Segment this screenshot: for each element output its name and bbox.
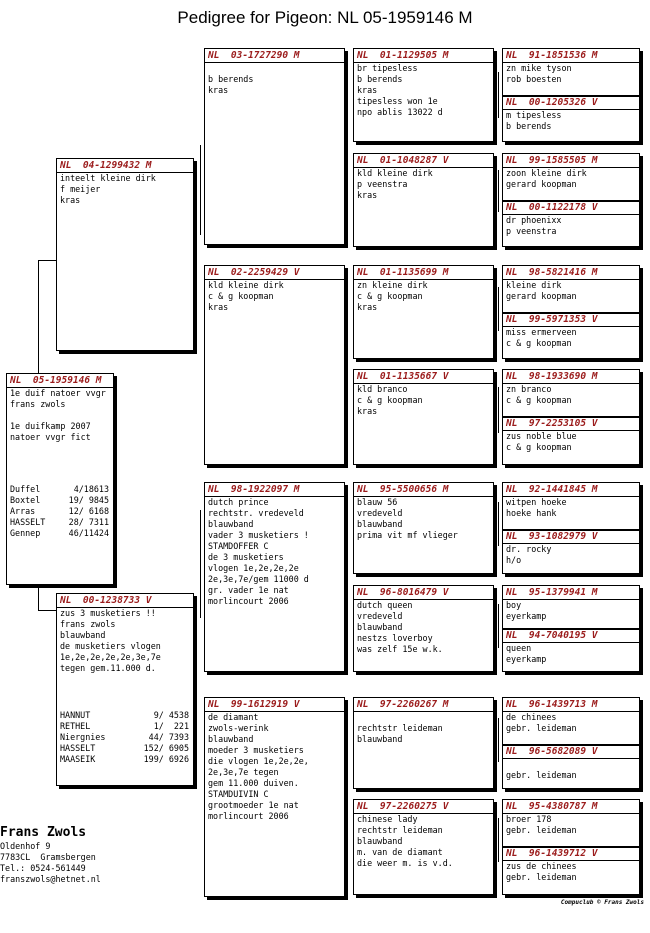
info-line: zn kleine dirk	[357, 280, 428, 290]
ring-number: NL 95-5500656 M	[354, 483, 493, 497]
info-line: zus de chinees	[506, 861, 577, 871]
info-line: de musketiers vlogen	[60, 641, 161, 651]
ring-number: NL 00-1205326 V	[503, 96, 639, 110]
info-line: kras	[357, 85, 378, 95]
race-row: HASSELT 152/ 6905	[60, 743, 189, 753]
grandparent-card[interactable]	[204, 697, 345, 897]
info-line: zn mike tyson	[506, 63, 572, 73]
info-line: gerard koopman	[506, 291, 577, 301]
ring-number: NL 91-1851536 M	[503, 49, 639, 63]
info-line: blauwband	[357, 836, 403, 846]
info-line: b berends	[357, 74, 403, 84]
info-line: kras	[208, 85, 229, 95]
info-line: gr. vader 1e nat	[208, 585, 289, 595]
ring-number: NL 98-1933690 M	[503, 370, 639, 384]
info-line: gebr. leideman	[506, 825, 577, 835]
ring-number: NL 05-1959146 M	[7, 374, 113, 388]
pair-divider	[503, 312, 639, 314]
ring-number: NL 99-5971353 V	[503, 313, 639, 327]
race-row: HASSELT 28/ 7311	[10, 517, 109, 527]
info-line: blauw 56	[357, 497, 398, 507]
breeder-name: Frans Zwols	[0, 825, 87, 840]
info-line: b berends	[208, 74, 254, 84]
breeder-address: Oldenhof 9	[0, 841, 51, 851]
ring-number: NL 01-1048287 V	[354, 154, 493, 168]
info-line: gebr. leideman	[506, 723, 577, 733]
info-line: queen	[506, 643, 532, 653]
info-line: dutch queen	[357, 600, 413, 610]
info-line: rob boesten	[506, 74, 562, 84]
info-line: kras	[357, 190, 378, 200]
pair-divider	[503, 200, 639, 202]
ring-number: NL 95-1379941 M	[503, 586, 639, 600]
info-line: boy	[506, 600, 522, 610]
race-row: Boxtel 19/ 9845	[10, 495, 109, 505]
info-line: c & g koopman	[506, 395, 572, 405]
info-line: gem 11.000 duiven.	[208, 778, 299, 788]
gen4-pair-card[interactable]	[502, 697, 640, 789]
ring-number: NL 02-2259429 V	[205, 266, 344, 280]
gen4-pair-card[interactable]	[502, 265, 640, 359]
gen4-pair-card[interactable]	[502, 48, 640, 142]
info-line: gebr. leideman	[506, 770, 577, 780]
pair-divider	[503, 846, 639, 848]
info-line: kld kleine dirk	[357, 168, 433, 178]
ring-number: NL 96-8016479 V	[354, 586, 493, 600]
ring-number: NL 96-1439713 M	[503, 698, 639, 712]
ring-number: NL 00-1122178 V	[503, 201, 639, 215]
grandparent-card[interactable]	[204, 48, 345, 245]
info-line: zus noble blue	[506, 431, 577, 441]
info-line: 2e,3e,7e tegen	[208, 767, 279, 777]
info-line: vader 3 musketiers !	[208, 530, 309, 540]
info-line: kld branco	[357, 384, 408, 394]
info-line: blauwband	[357, 734, 403, 744]
info-line: c & g koopman	[357, 395, 423, 405]
page-title: Pedigree for Pigeon: NL 05-1959146 M	[177, 8, 473, 27]
info-line: grootmoeder 1e nat	[208, 800, 299, 810]
race-row: Duffel 4/18613	[10, 484, 109, 494]
info-line: broer 178	[506, 814, 552, 824]
info-line: vredeveld	[357, 508, 403, 518]
info-line: prima vit mf vlieger	[357, 530, 458, 540]
ring-number: NL 01-1135699 M	[354, 266, 493, 280]
info-line: de chinees	[506, 712, 557, 722]
ring-number: NL 98-1922097 M	[205, 483, 344, 497]
race-row: Arras 12/ 6168	[10, 506, 109, 516]
ring-number: NL 93-1082979 V	[503, 530, 639, 544]
info-line: kleine dirk	[506, 280, 562, 290]
info-line: vlogen 1e,2e,2e,2e	[208, 563, 299, 573]
ring-number: NL 97-2260275 V	[354, 800, 493, 814]
ring-number: NL 99-1585505 M	[503, 154, 639, 168]
info-line: vredeveld	[357, 611, 403, 621]
ring-number: NL 92-1441845 M	[503, 483, 639, 497]
ring-number: NL 96-1439712 V	[503, 847, 639, 861]
info-line: zn branco	[506, 384, 552, 394]
breeder-city: 7783CL Gramsbergen	[0, 852, 96, 862]
info-line: m tipesless	[506, 110, 562, 120]
pair-divider	[503, 744, 639, 746]
info-line: p veenstra	[506, 226, 557, 236]
race-results	[57, 710, 193, 765]
info-line	[205, 63, 344, 74]
info-line: b berends	[506, 121, 552, 131]
info-line: dutch prince	[208, 497, 269, 507]
info-line: p veenstra	[357, 179, 408, 189]
great-grandparent-card[interactable]	[353, 799, 494, 895]
info-line: natoer vvgr fict	[10, 432, 91, 442]
info-line: dr phoenixx	[506, 215, 562, 225]
race-row: HANNUT 9/ 4538	[60, 710, 189, 720]
ring-number: NL 99-1612919 V	[205, 698, 344, 712]
info-line: eyerkamp	[506, 611, 547, 621]
race-row: MAASEIK 199/ 6926	[60, 754, 189, 764]
info-line: c & g koopman	[506, 442, 572, 452]
info-line: blauwband	[357, 519, 403, 529]
subject-pigeon-card[interactable]	[6, 373, 114, 585]
ring-number: NL 97-2253105 V	[503, 417, 639, 431]
info-line: 2e,3e,7e/gem 11000 d	[208, 574, 309, 584]
footer-credit: Compuclub © Frans Zwols	[560, 899, 644, 906]
ring-number: NL 03-1727290 M	[205, 49, 344, 63]
info-line: frans zwols	[60, 619, 116, 629]
info-line: hoeke hank	[506, 508, 557, 518]
info-line	[354, 712, 493, 723]
info-line: br tipesless	[357, 63, 418, 73]
great-grandparent-card[interactable]	[353, 697, 494, 789]
great-grandparent-card[interactable]	[353, 585, 494, 672]
info-line: moeder 3 musketiers	[208, 745, 304, 755]
info-line: nestzs loverboy	[357, 633, 433, 643]
info-line: eyerkamp	[506, 654, 547, 664]
pair-divider	[503, 416, 639, 418]
info-line: de 3 musketiers	[208, 552, 284, 562]
ring-number: NL 01-1135667 V	[354, 370, 493, 384]
info-line: 1e duif natoer vvgr	[10, 388, 106, 398]
info-line: kras	[60, 195, 81, 205]
gen4-pair-card[interactable]	[502, 482, 640, 574]
breeder-email[interactable]: franszwols@hetnet.nl	[0, 874, 101, 884]
info-line: kras	[357, 406, 378, 416]
info-line: c & g koopman	[208, 291, 274, 301]
pair-divider	[503, 95, 639, 97]
info-line: chinese lady	[357, 814, 418, 824]
info-line: STAMDOFFER C	[208, 541, 269, 551]
info-line: die weer m. is v.d.	[357, 858, 453, 868]
info-line: rechtstr. vredeveld	[208, 508, 304, 518]
great-grandparent-card[interactable]	[353, 369, 494, 465]
gen4-pair-card[interactable]	[502, 585, 640, 672]
info-line: c & g koopman	[357, 291, 423, 301]
ring-number: NL 98-5821416 M	[503, 266, 639, 280]
info-line: de diamant	[208, 712, 259, 722]
info-line: kld kleine dirk	[208, 280, 284, 290]
info-line: zwols-werink	[208, 723, 269, 733]
gen4-pair-card[interactable]	[502, 153, 640, 247]
info-line: tipesless won 1e	[357, 96, 438, 106]
race-results	[7, 484, 113, 539]
info-line: m. van de diamant	[357, 847, 443, 857]
ring-number: NL 95-4380787 M	[503, 800, 639, 814]
info-line: zoon kleine dirk	[506, 168, 587, 178]
ring-number: NL 96-5682089 V	[503, 745, 639, 759]
info-line: h/o	[506, 555, 522, 565]
race-row: RETHEL 1/ 221	[60, 721, 189, 731]
info-line: blauwband	[208, 734, 254, 744]
info-line: morlincourt 2006	[208, 811, 289, 821]
ring-number: NL 94-7040195 V	[503, 629, 639, 643]
info-line: gerard koopman	[506, 179, 577, 189]
info-line: inteelt kleine dirk	[60, 173, 156, 183]
race-row: Niergnies 44/ 7393	[60, 732, 189, 742]
ring-number: NL 00-1238733 V	[57, 594, 193, 608]
gen4-pair-card[interactable]	[502, 369, 640, 465]
info-line: witpen hoeke	[506, 497, 567, 507]
info-line: STAMDUIVIN C	[208, 789, 269, 799]
info-line: morlincourt 2006	[208, 596, 289, 606]
info-line	[503, 759, 639, 770]
ring-number: NL 97-2260267 M	[354, 698, 493, 712]
info-line: miss ermerveen	[506, 327, 577, 337]
info-line: zus 3 musketiers !!	[60, 608, 156, 618]
great-grandparent-card[interactable]	[353, 265, 494, 359]
info-line	[7, 410, 113, 421]
info-line: was zelf 15e w.k.	[357, 644, 443, 654]
info-line: 1e,2e,2e,2e,2e,3e,7e	[60, 652, 161, 662]
dam-card[interactable]	[56, 593, 194, 786]
info-line: gebr. leideman	[506, 872, 577, 882]
info-line: f meijer	[60, 184, 101, 194]
breeder-info	[0, 825, 101, 885]
ring-number: NL 01-1129505 M	[354, 49, 493, 63]
sire-card[interactable]	[56, 158, 194, 351]
info-line: c & g koopman	[506, 338, 572, 348]
info-line: rechtstr leideman	[357, 825, 443, 835]
info-line: rechtstr leideman	[357, 723, 443, 733]
info-line: frans zwols	[10, 399, 66, 409]
info-line: tegen gem.11.000 d.	[60, 663, 156, 673]
info-line: 1e duifkamp 2007	[10, 421, 91, 431]
great-grandparent-card[interactable]	[353, 482, 494, 574]
info-line: kras	[357, 302, 378, 312]
breeder-phone: Tel.: 0524-561449	[0, 863, 86, 873]
gen4-pair-card[interactable]	[502, 799, 640, 895]
great-grandparent-card[interactable]	[353, 153, 494, 247]
info-line: die vlogen 1e,2e,2e,	[208, 756, 309, 766]
grandparent-card[interactable]	[204, 482, 345, 672]
info-line: npo ablis 13022 d	[357, 107, 443, 117]
info-line: dr. rocky	[506, 544, 552, 554]
pair-divider	[503, 628, 639, 630]
race-row: Gennep 46/11424	[10, 528, 109, 538]
info-line: blauwband	[357, 622, 403, 632]
info-line: kras	[208, 302, 229, 312]
info-line: blauwband	[60, 630, 106, 640]
pair-divider	[503, 529, 639, 531]
info-line: blauwband	[208, 519, 254, 529]
grandparent-card[interactable]	[204, 265, 345, 465]
ring-number: NL 04-1299432 M	[57, 159, 193, 173]
great-grandparent-card[interactable]	[353, 48, 494, 142]
